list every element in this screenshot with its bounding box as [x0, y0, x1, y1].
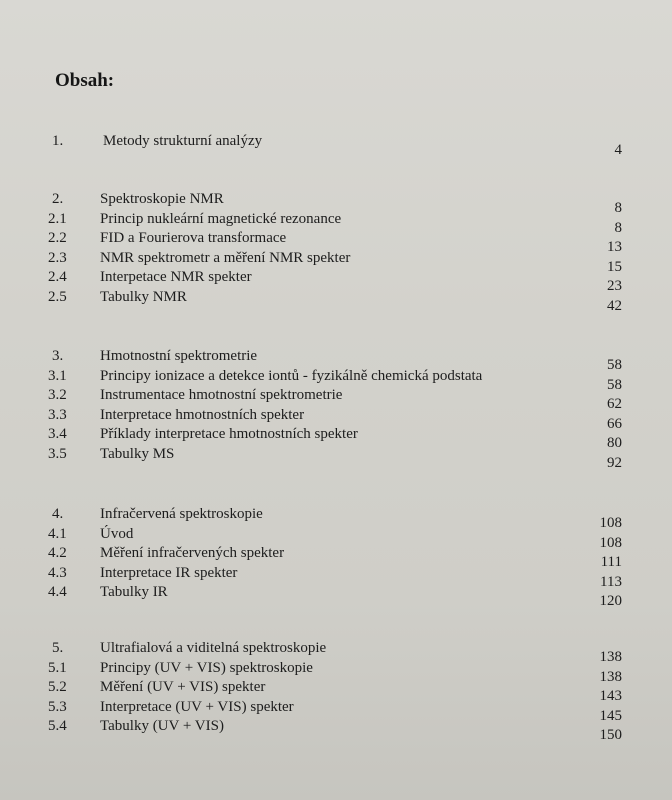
toc-entry [0, 584, 672, 609]
toc-section-1 [0, 133, 672, 158]
entry-number: 3.1 [48, 367, 67, 384]
entry-number: 1. [52, 133, 64, 149]
toc-entry [0, 230, 672, 255]
toc-entry [0, 506, 672, 531]
toc-entry [0, 640, 672, 665]
entry-page: 42 [607, 297, 622, 314]
entry-number: 4.2 [48, 545, 67, 561]
toc-section-4 [0, 506, 672, 609]
entry-number: 5. [52, 640, 64, 656]
entry-title: NMR spektrometr a měření NMR spekter [100, 249, 351, 266]
entry-number: 4.3 [48, 564, 67, 581]
entry-number: 5.1 [48, 659, 67, 676]
toc-entry [0, 210, 672, 236]
entry-title: Měření (UV + VIS) spekter [100, 679, 266, 695]
entry-page: 138 [599, 668, 622, 685]
toc-entry [0, 249, 672, 275]
entry-number: 2.4 [48, 269, 67, 285]
toc-section-5 [0, 640, 672, 743]
entry-page: 108 [599, 534, 622, 551]
toc-entry [0, 659, 672, 685]
entry-title: Hmotnostní spektrometrie [100, 348, 258, 364]
entry-title: Úvod [100, 525, 134, 542]
toc-entry [0, 387, 672, 412]
entry-page: 66 [607, 415, 622, 432]
entry-title: Principy ionizace a detekce iontů - fyzikálně chemická podstata [100, 367, 483, 384]
entry-page: 8 [614, 219, 622, 236]
entry-number: 2.5 [48, 288, 67, 305]
toc-entry [0, 698, 672, 724]
entry-number: 3.5 [48, 445, 67, 462]
entry-number: 5.3 [48, 698, 67, 715]
entry-page: 113 [600, 573, 622, 590]
entry-number: 4.4 [48, 584, 67, 600]
toc-entry [0, 564, 672, 590]
toc-entry [0, 191, 672, 216]
entry-title: Instrumentace hmotnostní spektrometrie [100, 387, 343, 403]
entry-title: Infračervená spektroskopie [100, 506, 263, 522]
toc-entry [0, 348, 672, 373]
entry-title: Interpetace NMR spekter [100, 269, 252, 285]
entry-page: 62 [607, 396, 622, 412]
entry-title: Tabulky MS [100, 445, 175, 462]
toc-entry [0, 269, 672, 294]
entry-title: Tabulky IR [100, 584, 168, 600]
entry-page: 58 [607, 357, 622, 373]
entry-page: 120 [599, 593, 622, 609]
toc-section-2 [0, 191, 672, 314]
entry-number: 2. [52, 191, 64, 207]
toc-entry [0, 288, 672, 314]
toc-entry [0, 367, 672, 393]
entry-title: Interpretace hmotnostních spekter [100, 406, 305, 423]
entry-title: Metody strukturní analýzy [103, 133, 263, 149]
entry-title: Interpretace IR spekter [100, 564, 238, 581]
entry-number: 3.2 [48, 387, 67, 403]
entry-number: 4.1 [48, 525, 67, 542]
entry-page: 145 [599, 707, 622, 724]
entry-page: 58 [607, 376, 622, 393]
entry-page: 80 [607, 435, 622, 451]
entry-title: Tabulky (UV + VIS) [100, 718, 224, 734]
toc-entry [0, 718, 672, 743]
entry-title: Princip nukleární magnetické rezonance [100, 210, 342, 227]
entry-page: 8 [614, 200, 622, 216]
toc-entry [0, 525, 672, 551]
entry-number: 2.3 [48, 249, 67, 266]
entry-title: Spektroskopie NMR [100, 191, 224, 207]
toc-entry [0, 406, 672, 432]
entry-page: 4 [614, 142, 622, 158]
entry-title: Principy (UV + VIS) spektroskopie [100, 659, 313, 676]
entry-page: 143 [599, 688, 622, 704]
toc-section-3 [0, 348, 672, 471]
entry-title: Měření infračervených spekter [100, 545, 285, 561]
entry-page: 23 [607, 278, 622, 294]
entry-title: Příklady interpretace hmotnostních spekter [100, 426, 358, 442]
entry-page: 138 [599, 649, 622, 665]
entry-page: 108 [599, 515, 622, 531]
toc-entry [0, 545, 672, 570]
toc-entry [0, 679, 672, 704]
toc-title: Obsah: [55, 70, 115, 91]
toc-entry [0, 133, 672, 158]
entry-number: 3. [52, 348, 64, 364]
entry-number: 2.1 [48, 210, 67, 227]
toc-entry [0, 426, 672, 451]
entry-title: Interpretace (UV + VIS) spekter [100, 698, 294, 715]
entry-page: 13 [607, 239, 622, 255]
entry-number: 2.2 [48, 230, 67, 246]
entry-page: 111 [600, 554, 622, 570]
entry-number: 3.4 [48, 426, 67, 442]
entry-number: 5.4 [48, 718, 67, 734]
entry-title: Ultrafialová a viditelná spektroskopie [100, 640, 327, 656]
entry-page: 150 [599, 727, 622, 743]
entry-title: FID a Fourierova transformace [100, 230, 287, 246]
entry-page: 15 [607, 258, 622, 275]
entry-number: 4. [52, 506, 64, 522]
entry-number: 5.2 [48, 679, 67, 695]
entry-number: 3.3 [48, 406, 67, 423]
entry-page: 92 [607, 454, 622, 471]
entry-title: Tabulky NMR [100, 288, 187, 305]
toc-entry [0, 445, 672, 471]
